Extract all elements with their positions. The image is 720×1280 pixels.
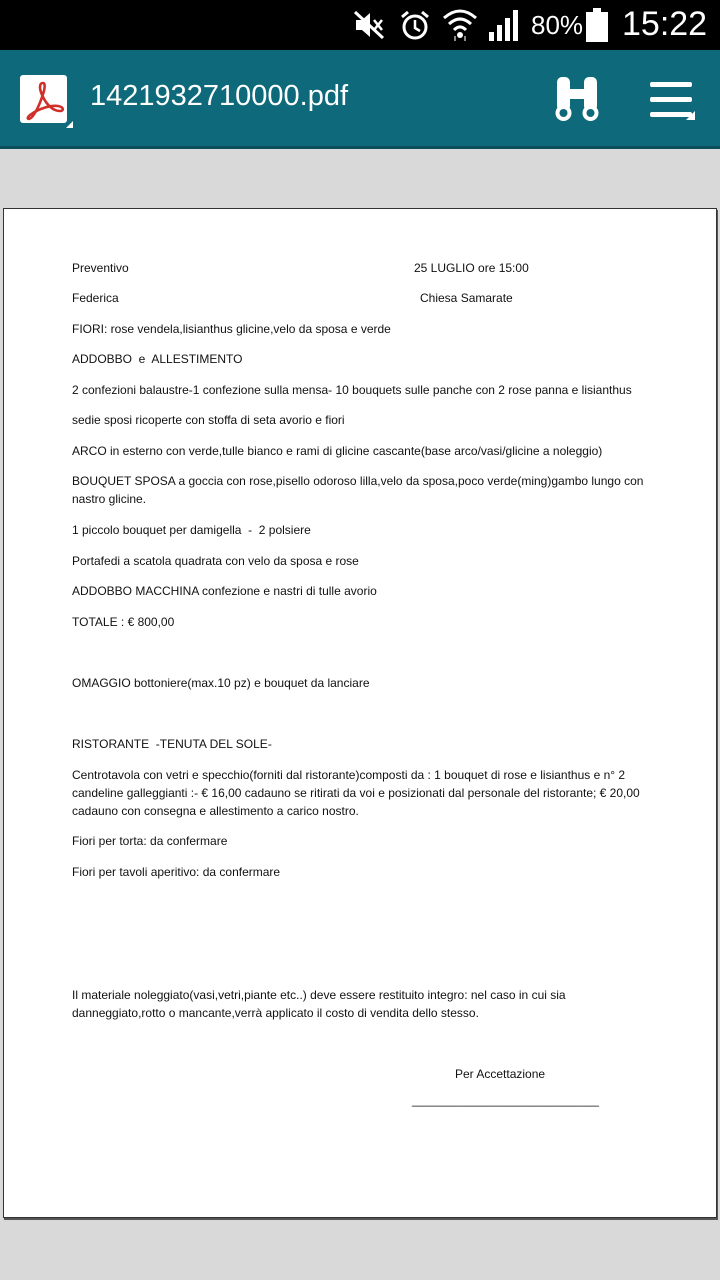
file-title: 1421932710000.pdf — [90, 80, 349, 112]
ristorante-title: RISTORANTE -TENUTA DEL SOLE- — [72, 737, 272, 751]
battery-icon — [585, 8, 609, 46]
omaggio: OMAGGIO bottoniere(max.10 pz) e bouquet da lanciare — [72, 676, 370, 690]
item-damigella: 1 piccolo bouquet per damigella - 2 polsiere — [72, 523, 311, 537]
app-bar — [0, 50, 720, 149]
fiori-tavoli: Fiori per tavoli aperitivo: da confermare — [72, 865, 281, 879]
materiale-note: Il materiale noleggiato(vasi,vetri,piante etc..) deve essere restituito integro: nel caso in cui sia danneggiato,rotto o mancante,verrà applicato il costo di vendita dello stesso. — [72, 988, 566, 1020]
wifi-icon — [442, 8, 478, 46]
header-left: Preventivo — [72, 261, 129, 275]
accettazione-label: Per Accettazione — [455, 1067, 546, 1081]
centrotavola: Centrotavola con vetri e specchio(forniti dal ristorante)composti da : 1 bouquet di rose e lisianthus e n° 2 candeline galleggianti :- € 16,00 cadauno se ritirati da voi e posizionati dal personale del ristorante; € 20,00 cadauno con consegna e allestimento a carico nostro. — [72, 768, 640, 818]
client-name: Federica — [72, 291, 119, 305]
flowers-line: FIORI: rose vendela,lisianthus glicine,velo da sposa e verde — [72, 322, 391, 336]
clock: 15:22 — [622, 5, 708, 43]
pdf-app-icon[interactable] — [20, 75, 67, 123]
battery-percent: 80% — [531, 10, 584, 40]
item-portafedi: Portafedi a scatola quadrata con velo da sposa e rose — [72, 554, 359, 568]
item-arco: ARCO in esterno con verde,tulle bianco e rami di glicine cascante(base arco/vasi/glicine a noleggio) — [72, 444, 603, 458]
item-confezioni: 2 confezioni balaustre-1 confezione sulla mensa- 10 bouquets sulle panche con 2 rose panna e lisianthus — [72, 383, 632, 397]
menu-corner — [686, 111, 695, 120]
fiori-torta: Fiori per torta: da confermare — [72, 834, 228, 848]
header-date: 25 LUGLIO ore 15:00 — [414, 261, 529, 275]
totale: TOTALE : € 800,00 — [72, 615, 175, 629]
item-bouquet: BOUQUET SPOSA a goccia con rose,pisello odoroso lilla,velo da sposa,poco verde(ming)gambo lungo con nastro glicine. — [72, 474, 644, 506]
binoculars-search-icon[interactable] — [553, 75, 601, 123]
pdf-page[interactable] — [3, 208, 717, 1218]
pdf-logo-corner — [66, 121, 73, 128]
section-addobbo: ADDOBBO e ALLESTIMENTO — [72, 352, 243, 366]
alarm-icon — [398, 8, 432, 46]
item-macchina: ADDOBBO MACCHINA confezione e nastri di tulle avorio — [72, 584, 377, 598]
item-sedie: sedie sposi ricoperte con stoffa di seta avorio e fiori — [72, 413, 345, 427]
church-name: Chiesa Samarate — [420, 291, 513, 305]
mute-icon — [352, 8, 386, 46]
signature-line: ____________________________ — [412, 1093, 599, 1107]
status-bar — [0, 0, 720, 50]
signal-icon — [487, 8, 523, 46]
